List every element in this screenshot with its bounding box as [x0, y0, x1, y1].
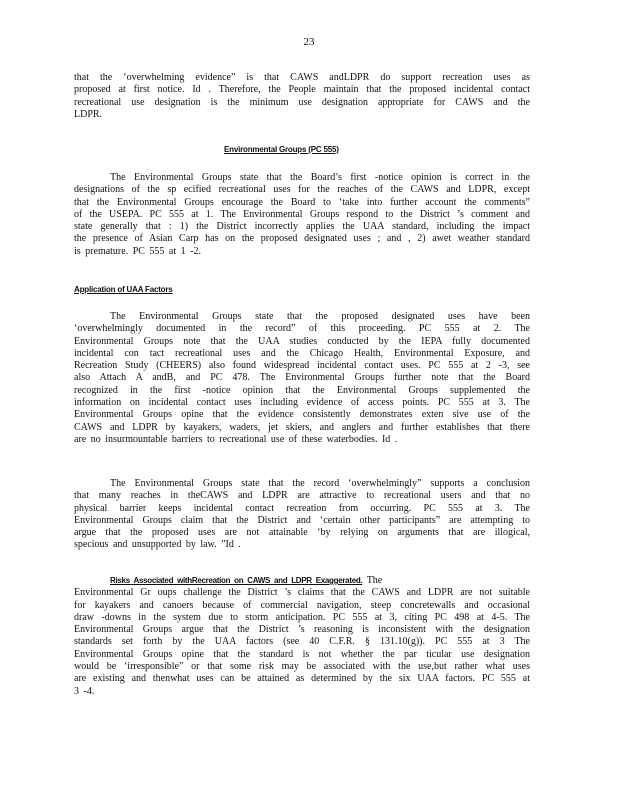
- text-line: information on incidental contact uses including evidence of access points. PC 555 at 3. The: [74, 397, 530, 409]
- page-number: 23: [303, 36, 315, 48]
- text-line: standards set forth by the UAA factors (see 40 C.F.R. § 131.10(g)). PC 555 at 3 The: [74, 636, 530, 648]
- text-line: incidental con tact recreational uses and the Chicago Health, Environmental Exposure, and: [74, 347, 530, 359]
- paragraph-risks-exaggerated: [74, 575, 530, 698]
- text-line: of the USEPA. PC 555 at 1. The Environmental Groups respond to the District ’s comment and: [74, 208, 530, 220]
- text-line: argue that the proposed uses are not attainable ‘by relying on arguments that are illogical,: [74, 527, 530, 539]
- text-line: CAWS and LDPR by kayakers, waders, jet skiers, and anglers and further establishes that there: [74, 421, 530, 433]
- paragraph-overwhelming-record: [74, 478, 530, 552]
- text-line: The Environmental Groups state that the proposed designated uses have been: [110, 311, 530, 322]
- text-line: 3 -4.: [74, 685, 95, 697]
- text-line: state generally that : 1) the District incorrectly applies the UAA standard, including the impact: [74, 221, 530, 233]
- text-line: that the ‘overwhelming evidence” is that CAWS andLDPR do support recreation uses as: [74, 72, 530, 83]
- text-line: specious and unsupported by law. ”Id .: [74, 539, 241, 551]
- text-line: that many reaches in theCAWS and LDPR are attractive to recreational users and that no: [74, 490, 530, 502]
- paragraph-environmental-groups: [74, 172, 530, 258]
- text-line: are existing and thenwhat uses can be attained as determined by the six UAA factors. PC 555 at: [74, 673, 530, 685]
- paragraph-intro: [74, 72, 530, 121]
- text-line: Environmental Gr oups challenge the District ’s claims that the CAWS and LDPR are not suitable: [74, 587, 530, 599]
- text-line: recreational use designation is the minimum use designation appropriate for CAWS and the: [74, 96, 530, 108]
- text-line: would be ‘irresponsible” or that some risk may be associated with the use,but rather what uses: [74, 661, 530, 673]
- text-line: also Attach A andB, and PC 478. The Environmental Groups further note that the Board: [74, 372, 530, 384]
- text-line: [74, 575, 530, 587]
- text-line: recognized in the first -notice opinion that the Environmental Groups supplemented the: [74, 384, 530, 396]
- section-heading-uaa-factors: Application of UAA Factors: [74, 285, 173, 294]
- text-line: are no insurmountable barriers to recreational use of these waterbodies. Id .: [74, 433, 398, 445]
- paragraph-uaa-factors: [74, 311, 530, 446]
- text-line: Environmental Groups opine that the standard is not whether the par ticular use designation: [74, 648, 530, 660]
- text-line: that the Environmental Groups encourage the Board to ‘take into further account the comments”: [74, 196, 530, 208]
- text-line: proposed at first notice. Id . Therefore, the People maintain that the proposed incidental contact: [74, 84, 530, 96]
- text-line: Environmental Groups claim that the District and ‘certain other participants” are attempting to: [74, 514, 530, 526]
- text-line: Recreation Study (CHEERS) also found widespread incidental contact uses. PC 555 at 2 -3, see: [74, 360, 530, 372]
- text-line: physical barrier keeps incidental contact recreation from occurring. PC 555 at 3. The: [74, 502, 530, 514]
- text-fragment: The: [366, 575, 383, 586]
- text-line: the presence of Asian Carp has on the proposed designated uses ; and , 2) awet weather standard: [74, 233, 530, 245]
- text-line: draw -downs in the system due to storm anticipation. PC 555 at 3, citing PC 498 at 4-5. The: [74, 611, 530, 623]
- text-line: designations of the sp ecified recreational uses for the reaches of the CAWS and LDPR, except: [74, 184, 530, 196]
- text-line: Environmental Groups opine that the evidence consistently demonstrates exten sive use of the: [74, 409, 530, 421]
- text-line: is premature. PC 555 at 1 -2.: [74, 245, 201, 257]
- section-heading-environmental-groups: Environmental Groups (PC 555): [224, 145, 339, 154]
- text-line: ‘overwhelmingly documented in the record” of this proceeding. PC 555 at 2. The: [74, 323, 530, 335]
- inline-heading-risks: Risks Associated withRecreation on CAWS and LDPR Exaggerated.: [110, 576, 363, 585]
- text-line: The Environmental Groups state that the Board’s first -notice opinion is correct in the: [110, 172, 530, 183]
- text-line: Environmental Groups argue that the District ’s reasoning is inconsistent with the designation: [74, 624, 530, 636]
- text-line: The Environmental Groups state that the record ‘overwhelmingly” supports a conclusion: [110, 478, 530, 489]
- text-line: Environmental Groups note that the UAA studies conducted by the IEPA fully documented: [74, 335, 530, 347]
- text-line: for kayakers and canoers because of commercial navigation, steep concretewalls and occasional: [74, 599, 530, 611]
- text-line: LDPR.: [74, 108, 103, 120]
